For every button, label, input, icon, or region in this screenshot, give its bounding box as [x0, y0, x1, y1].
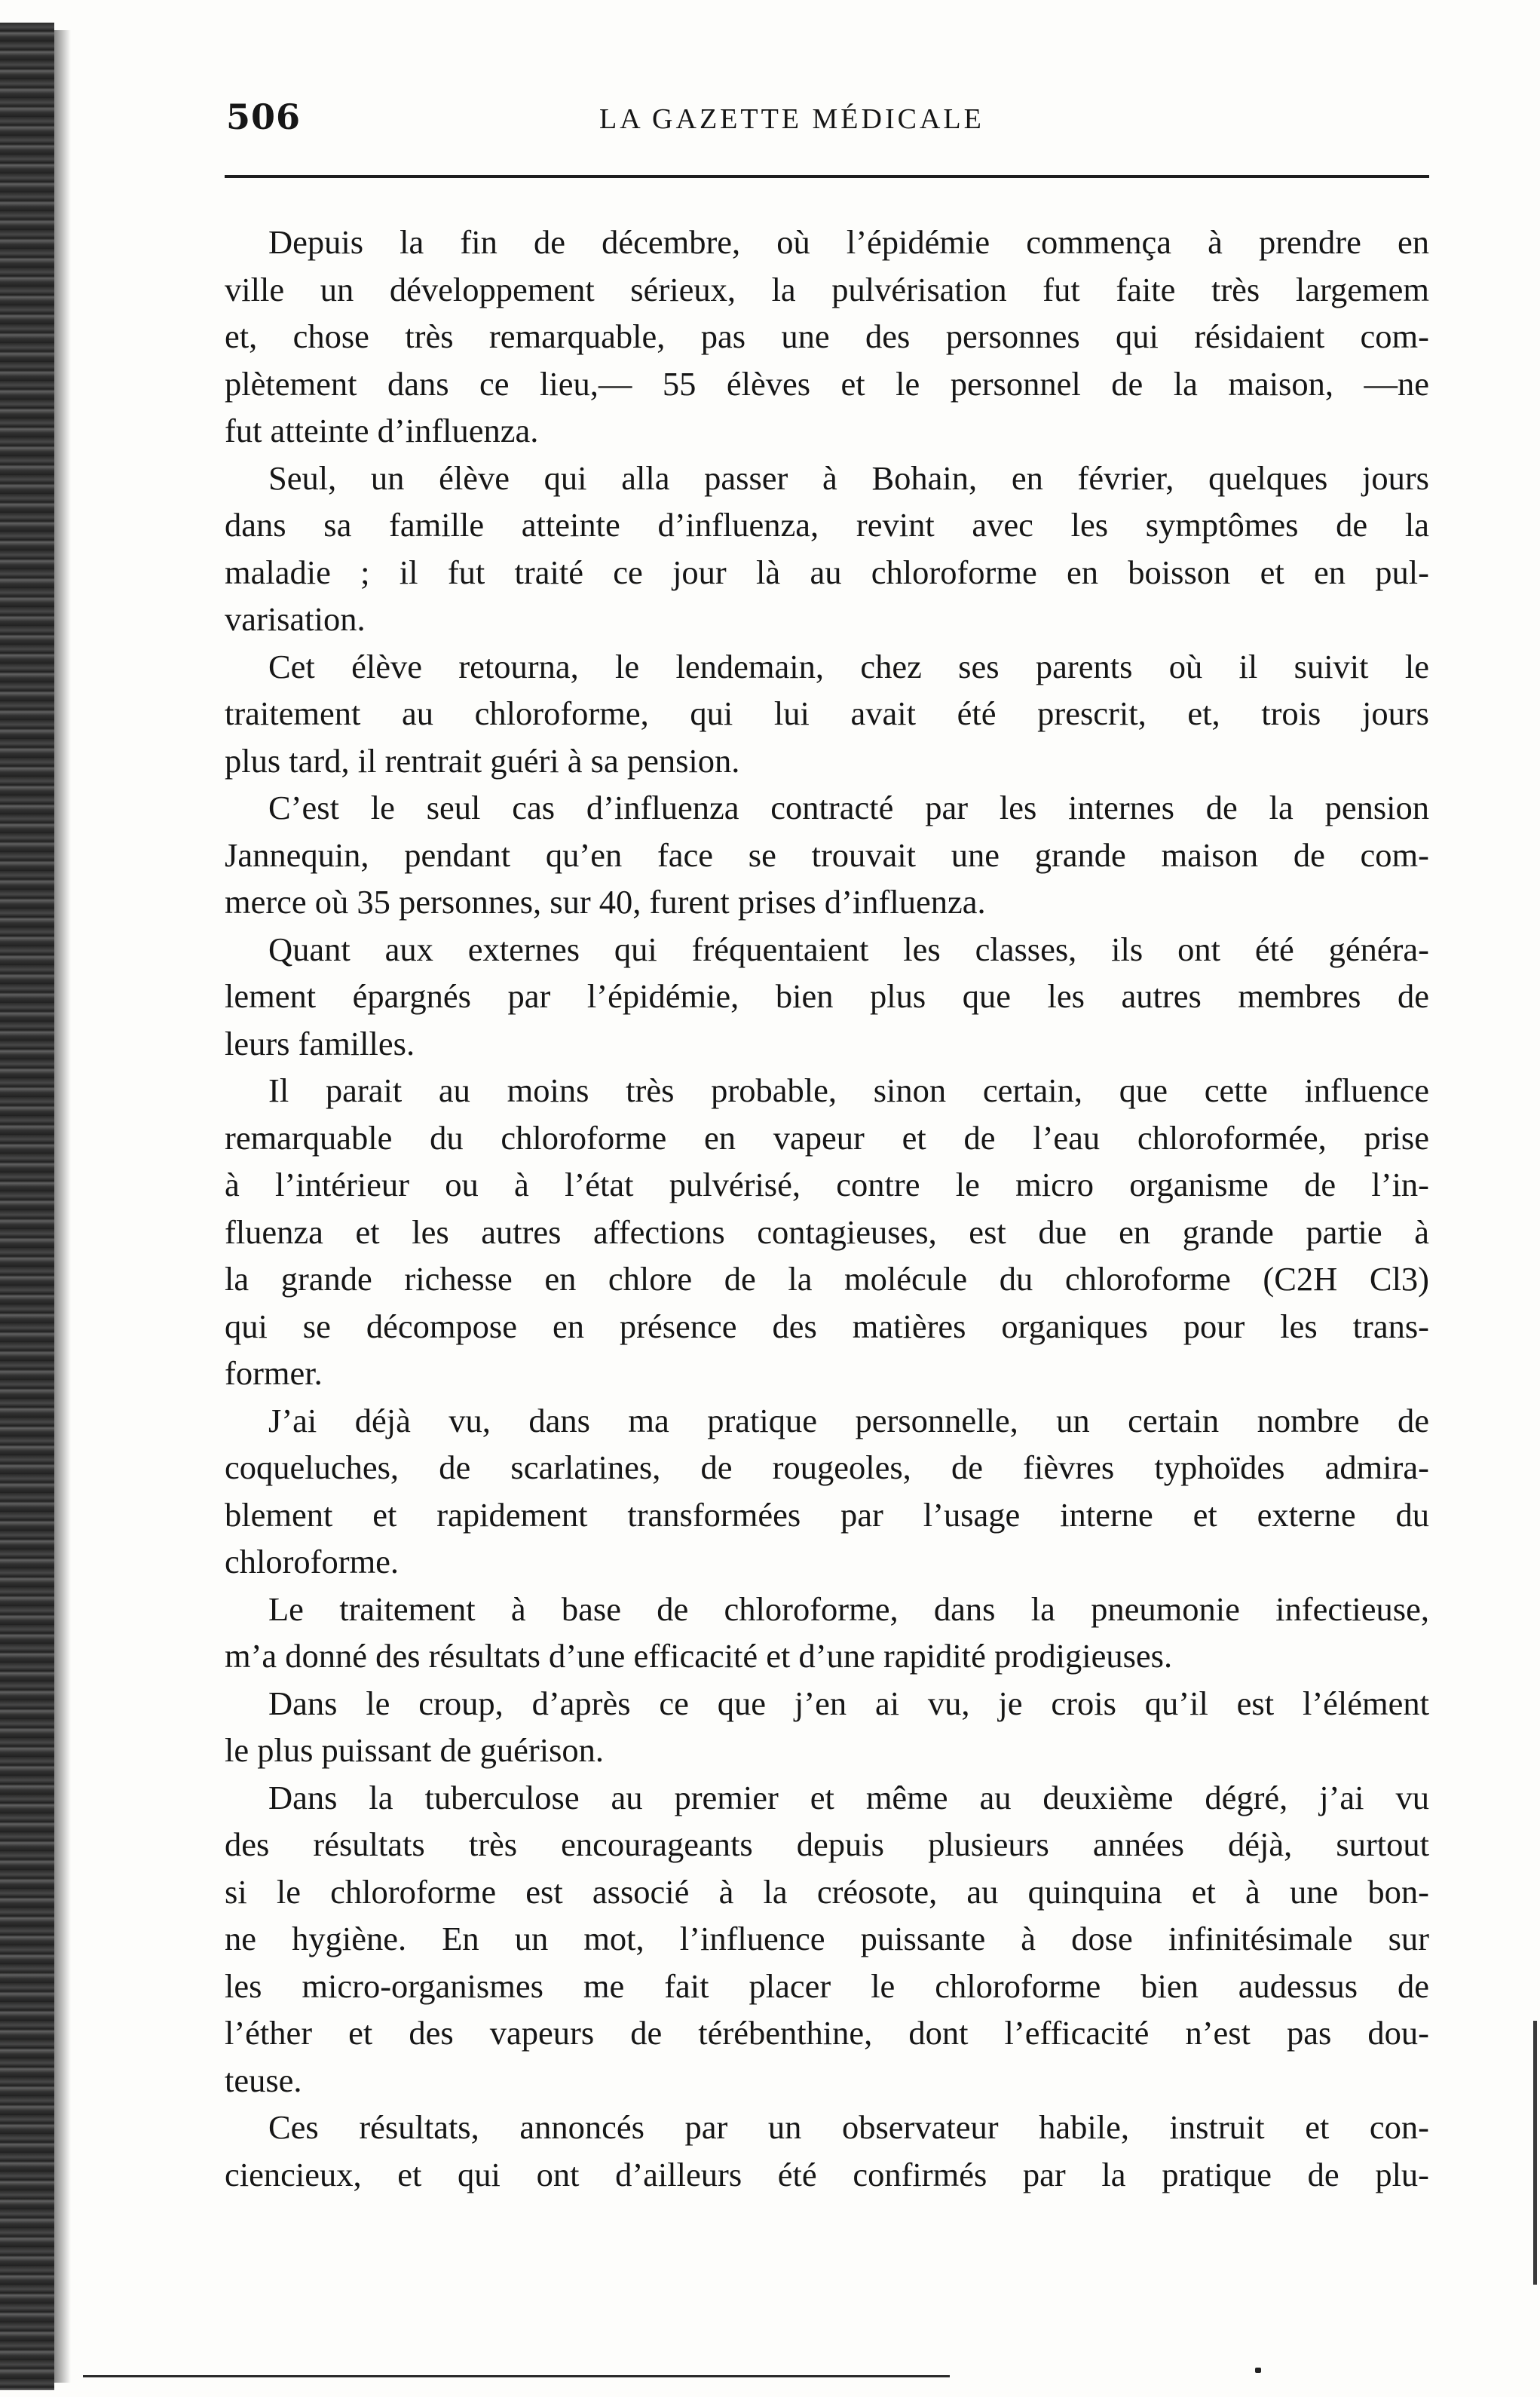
text-line: J’ai déjà vu, dans ma pratique personnelle, un certain nombre de [268, 1401, 1429, 1439]
text-line: Jannequin, pendant qu’en face se trouvait une grande maison de com- [225, 835, 1429, 874]
text-line: plus tard, il rentrait guéri à sa pension. [225, 741, 740, 780]
text-line: C’est le seul cas d’influenza contracté par les internes de la pension [268, 789, 1429, 826]
article-body [225, 219, 1429, 2198]
text-line: Le traitement à base de chloroforme, dans la pneumonie infectieuse, [268, 1589, 1429, 1628]
text-line: Il parait au moins très probable, sinon certain, que cette influence [268, 1071, 1429, 1109]
right-edge-shadow [1533, 2021, 1537, 2285]
text-line: Cet élève retourna, le lendemain, chez ses parents où il suivit le [268, 647, 1429, 685]
text-line: fluenza et les autres affections contagieuses, est due en grande partie à [225, 1212, 1429, 1251]
text-line: teuse. [225, 2061, 302, 2099]
text-line: m’a donné des résultats d’une efficacité et d’une rapidité prodigieuses. [225, 1637, 1173, 1675]
text-line: Seul, un élève qui alla passer à Bohain, en février, quelques jours [268, 458, 1429, 497]
text-line: Quant aux externes qui fréquentaient les classes, ils ont été généra- [268, 930, 1429, 968]
text-line: Dans le croup, d’après ce que j’en ai vu, je crois qu’il est l’élément [268, 1684, 1429, 1722]
text-line: maladie ; il fut traité ce jour là au chloroforme en boisson et en pul- [225, 553, 1429, 591]
text-line: Dans la tuberculose au premier et même au deuxième dégré, j’ai vu [268, 1778, 1429, 1816]
text-line: des résultats très encourageants depuis plusieurs années déjà, surtout [225, 1825, 1429, 1863]
text-line: le plus puissant de guérison. [225, 1731, 605, 1769]
text-line: lement épargnés par l’épidémie, bien plus que les autres membres de [225, 977, 1429, 1015]
text-line: varisation. [225, 600, 366, 638]
text-line: l’éther et des vapeurs de térébenthine, dont l’efficacité n’est pas dou- [225, 2014, 1429, 2052]
text-line: et, chose très remarquable, pas une des personnes qui résidaient com- [225, 317, 1429, 355]
text-line: si le chloroforme est associé à la créosote, au quinquina et à une bon- [225, 1872, 1429, 1911]
text-line: remarquable du chloroforme en vapeur et de l’eau chloroformée, prise [225, 1118, 1429, 1157]
footer-rule [83, 2375, 950, 2377]
text-line: les micro-organismes me fait placer le chloroforme bien audessus de [225, 1966, 1429, 2005]
text-line: à l’intérieur ou à l’état pulvérisé, contre le micro organisme de l’in- [225, 1166, 1429, 1203]
text-line: blement et rapidement transformées par l’usage interne et externe du [225, 1495, 1429, 1534]
header-rule [225, 175, 1429, 178]
text-line: fut atteinte d’influenza. [225, 412, 539, 449]
text-line: coqueluches, de scarlatines, de rougeoles, de fièvres typhoïdes admira- [225, 1448, 1429, 1486]
text-line: former. [225, 1354, 323, 1392]
binding-edge-shadow [0, 23, 54, 2390]
text-line: chloroforme. [225, 1543, 400, 1580]
text-line: Ces résultats, annoncés par un observateur habile, instruit et con- [268, 2108, 1429, 2146]
text-line: ville un développement sérieux, la pulvérisation fut faite très largemem [225, 270, 1429, 308]
text-line: merce où 35 personnes, sur 40, furent prises d’influenza. [225, 883, 986, 921]
text-line: Depuis la fin de décembre, où l’épidémie commença à prendre en [268, 223, 1429, 261]
text-line: traitement au chloroforme, qui lui avait été prescrit, et, trois jours [225, 694, 1429, 732]
text-line: la grande richesse en chlore de la molécule du chloroforme (C2H Cl3) [225, 1260, 1429, 1298]
page-number: 506 [226, 97, 302, 137]
text-line: qui se décompose en présence des matières organiques pour les trans- [225, 1307, 1429, 1345]
text-line: plètement dans ce lieu,— 55 élèves et le personnel de la maison, —ne [225, 364, 1429, 403]
scan-speck [1255, 2368, 1261, 2373]
journal-title: LA GAZETTE MÉDICALE [599, 103, 984, 135]
text-line: ciencieux, et qui ont d’ailleurs été confirmés par la pratique de plu- [225, 2155, 1429, 2193]
text-line: leurs familles. [225, 1024, 415, 1062]
text-line: dans sa famille atteinte d’influenza, revint avec les symptômes de la [225, 506, 1429, 544]
text-line: ne hygiène. En un mot, l’influence puissante à dose infinitésimale sur [225, 1920, 1429, 1957]
binding-edge-gradient [54, 30, 71, 2383]
running-head [226, 97, 1425, 149]
